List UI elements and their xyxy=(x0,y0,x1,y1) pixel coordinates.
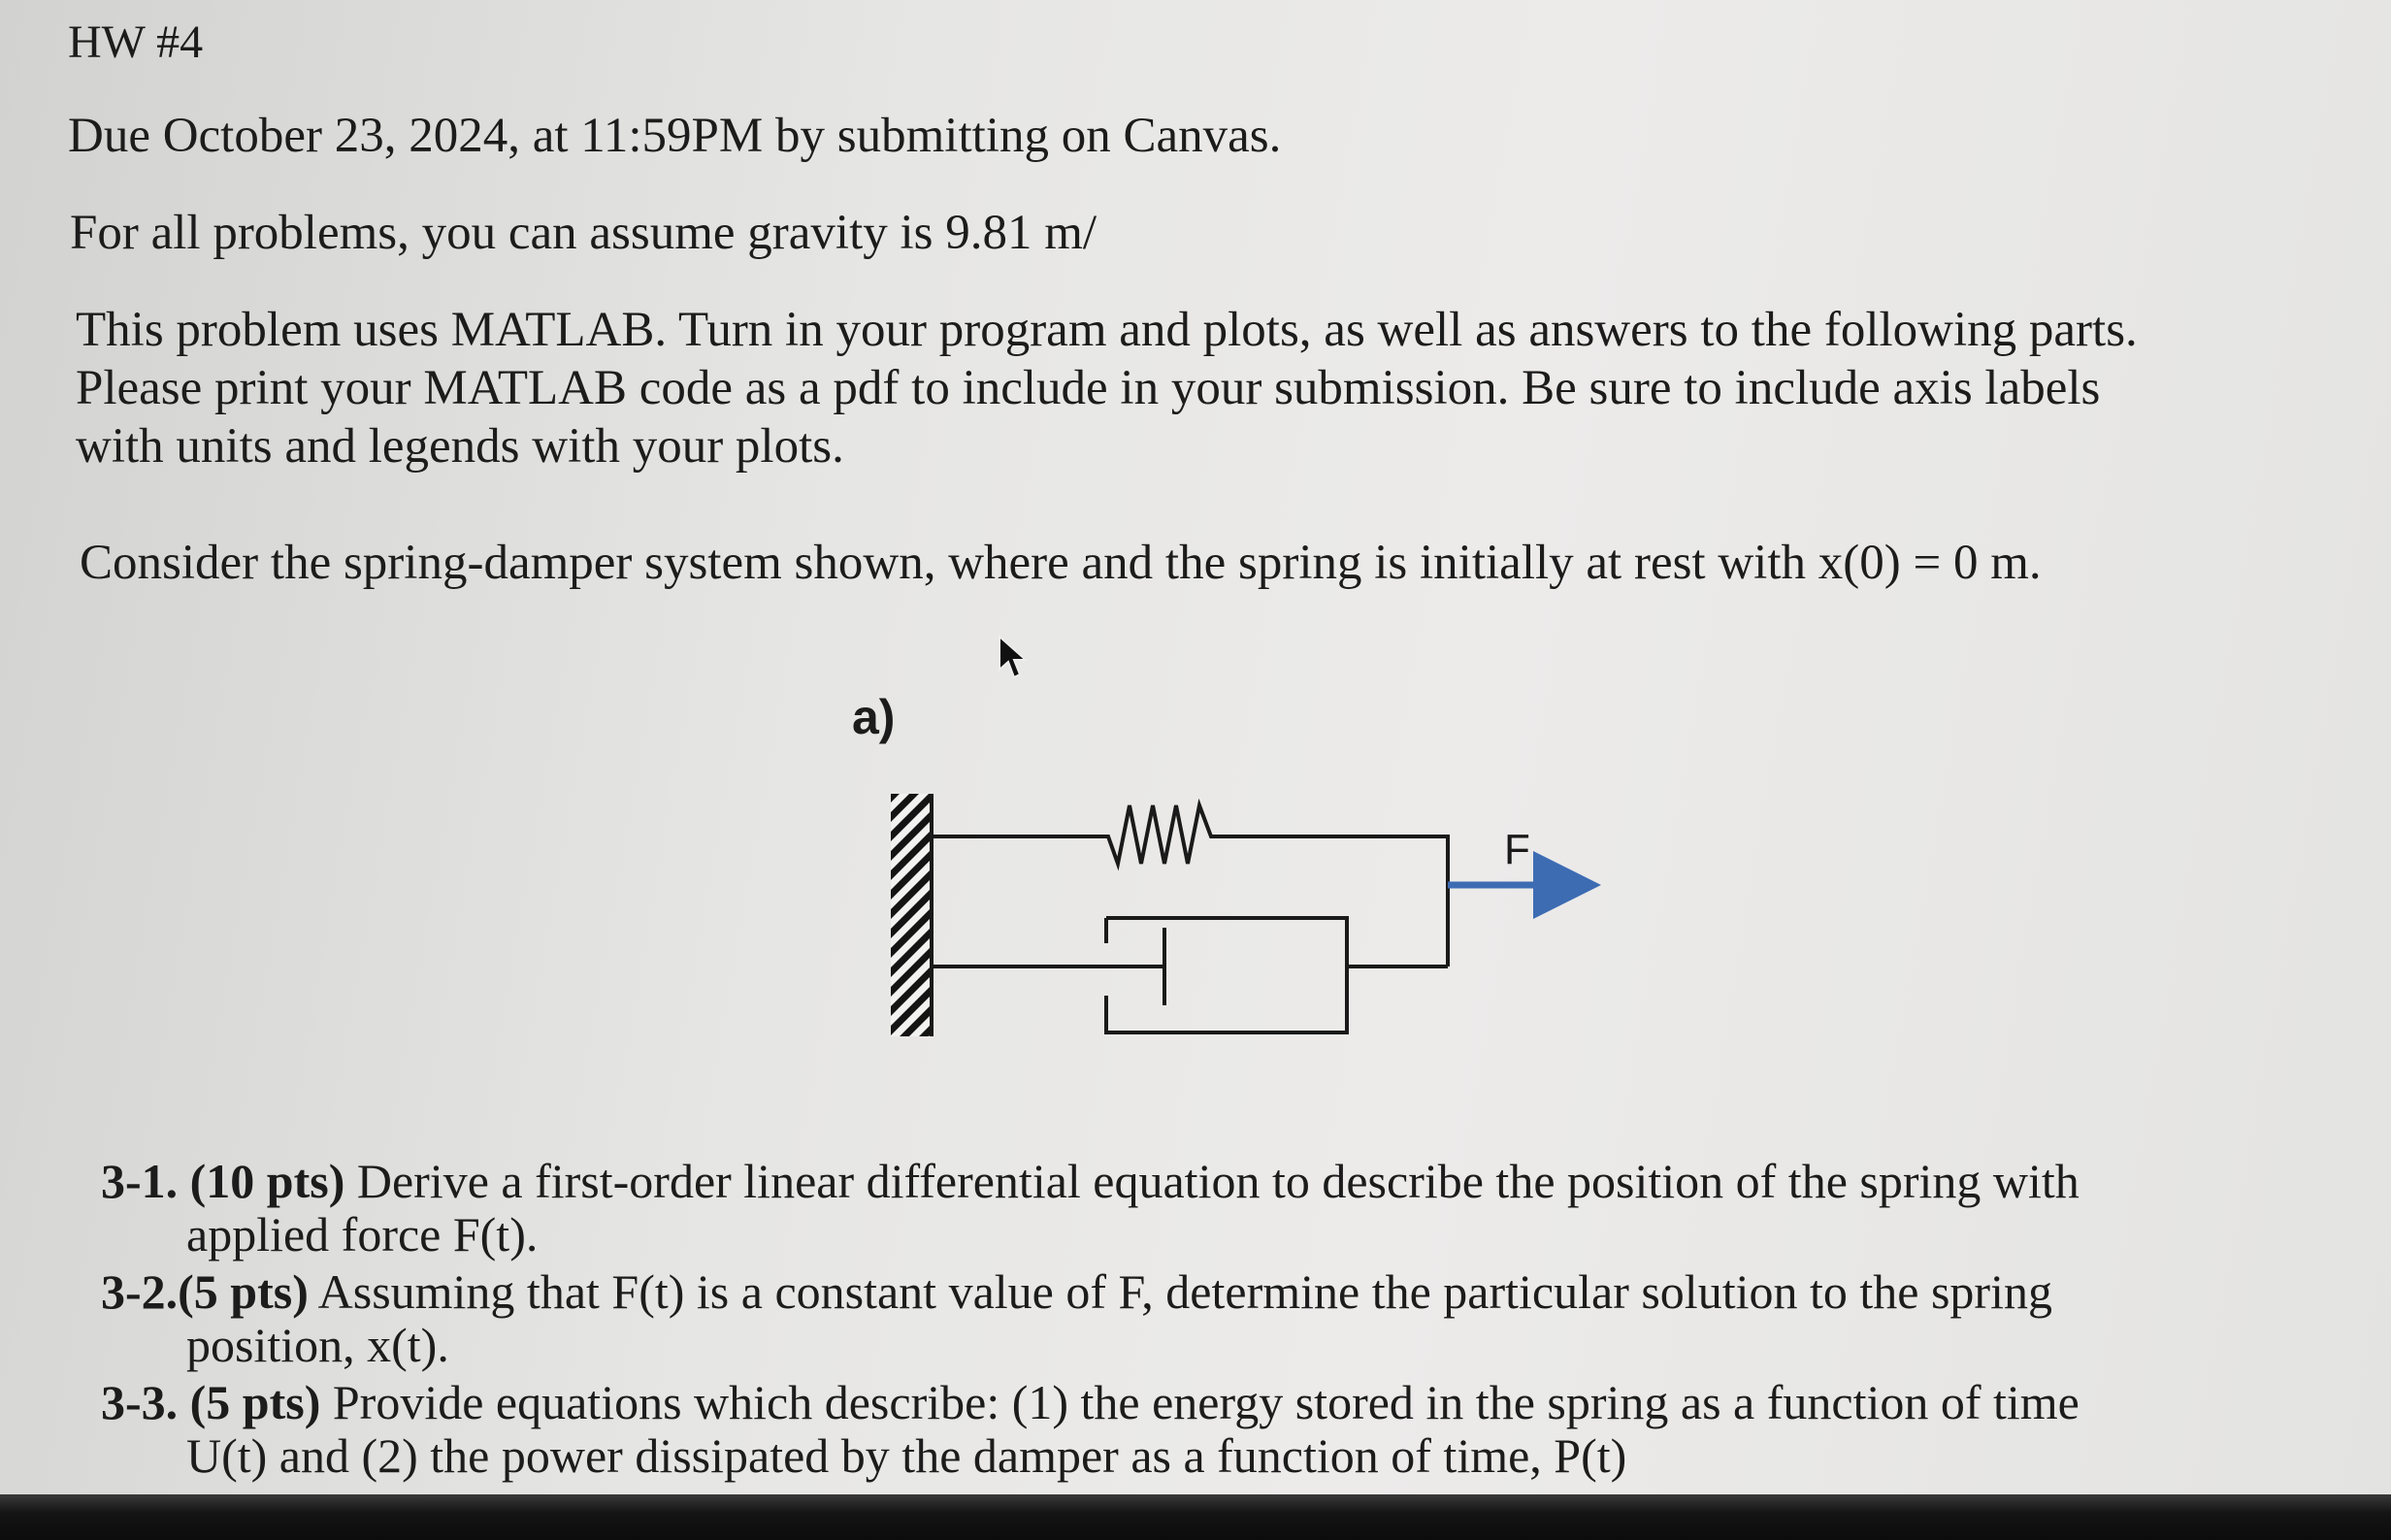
problem-text: Assuming that F(t) is a constant value of F, determine the particular solution to the spring xyxy=(317,1264,2052,1319)
problem-3-1-line-2: applied force F(t). xyxy=(186,1207,539,1261)
due-date-line: Due October 23, 2024, at 11:59PM by submitting on Canvas. xyxy=(68,109,1282,163)
mouse-cursor-icon xyxy=(998,635,1031,681)
damper xyxy=(932,918,1448,1032)
intro-line-3: with units and legends with your plots. xyxy=(76,419,844,474)
problem-3-2-line-2: position, x(t). xyxy=(186,1318,449,1372)
consider-line: Consider the spring-damper system shown, where and the spring is initially at rest with x(0) = 0 m. xyxy=(80,536,2042,590)
problem-text: Provide equations which describe: (1) the energy stored in the spring as a function of time xyxy=(332,1375,2080,1429)
intro-line-1: This problem uses MATLAB. Turn in your program and plots, as well as answers to the following parts. xyxy=(76,303,2138,357)
gravity-line: For all problems, you can assume gravity is 9.81 m/ xyxy=(70,206,1097,260)
problem-text: Derive a first-order linear differential equation to describe the position of the spring with xyxy=(356,1154,2080,1208)
monitor-bezel xyxy=(0,1494,2391,1540)
problem-number: 3-1. xyxy=(101,1154,179,1208)
problem-3-2-line-1 xyxy=(101,1265,2080,1319)
problem-number: 3-2. xyxy=(101,1264,179,1319)
figure-label: a) xyxy=(852,690,896,744)
problem-3-1-line-1 xyxy=(101,1155,2080,1208)
problem-list xyxy=(101,1155,2080,1483)
force-label: F xyxy=(1504,826,1530,873)
spring xyxy=(932,805,1448,967)
problem-3-3-line-2: U(t) and (2) the power dissipated by the damper as a function of time, P(t) xyxy=(186,1428,1627,1483)
problem-points: (10 pts) xyxy=(189,1154,345,1208)
wall-hatch xyxy=(854,737,951,1058)
spring-damper-figure xyxy=(835,631,1611,1058)
problem-number: 3-3. xyxy=(101,1375,179,1429)
spring-damper-diagram xyxy=(835,631,1611,1058)
intro-line-2: Please print your MATLAB code as a pdf to include in your submission. Be sure to include axis labels xyxy=(76,361,2101,415)
problem-points: (5 pts) xyxy=(178,1264,309,1319)
problem-3-3-line-1 xyxy=(101,1376,2080,1429)
problem-points: (5 pts) xyxy=(189,1375,321,1429)
page-title: HW #4 xyxy=(68,16,204,68)
